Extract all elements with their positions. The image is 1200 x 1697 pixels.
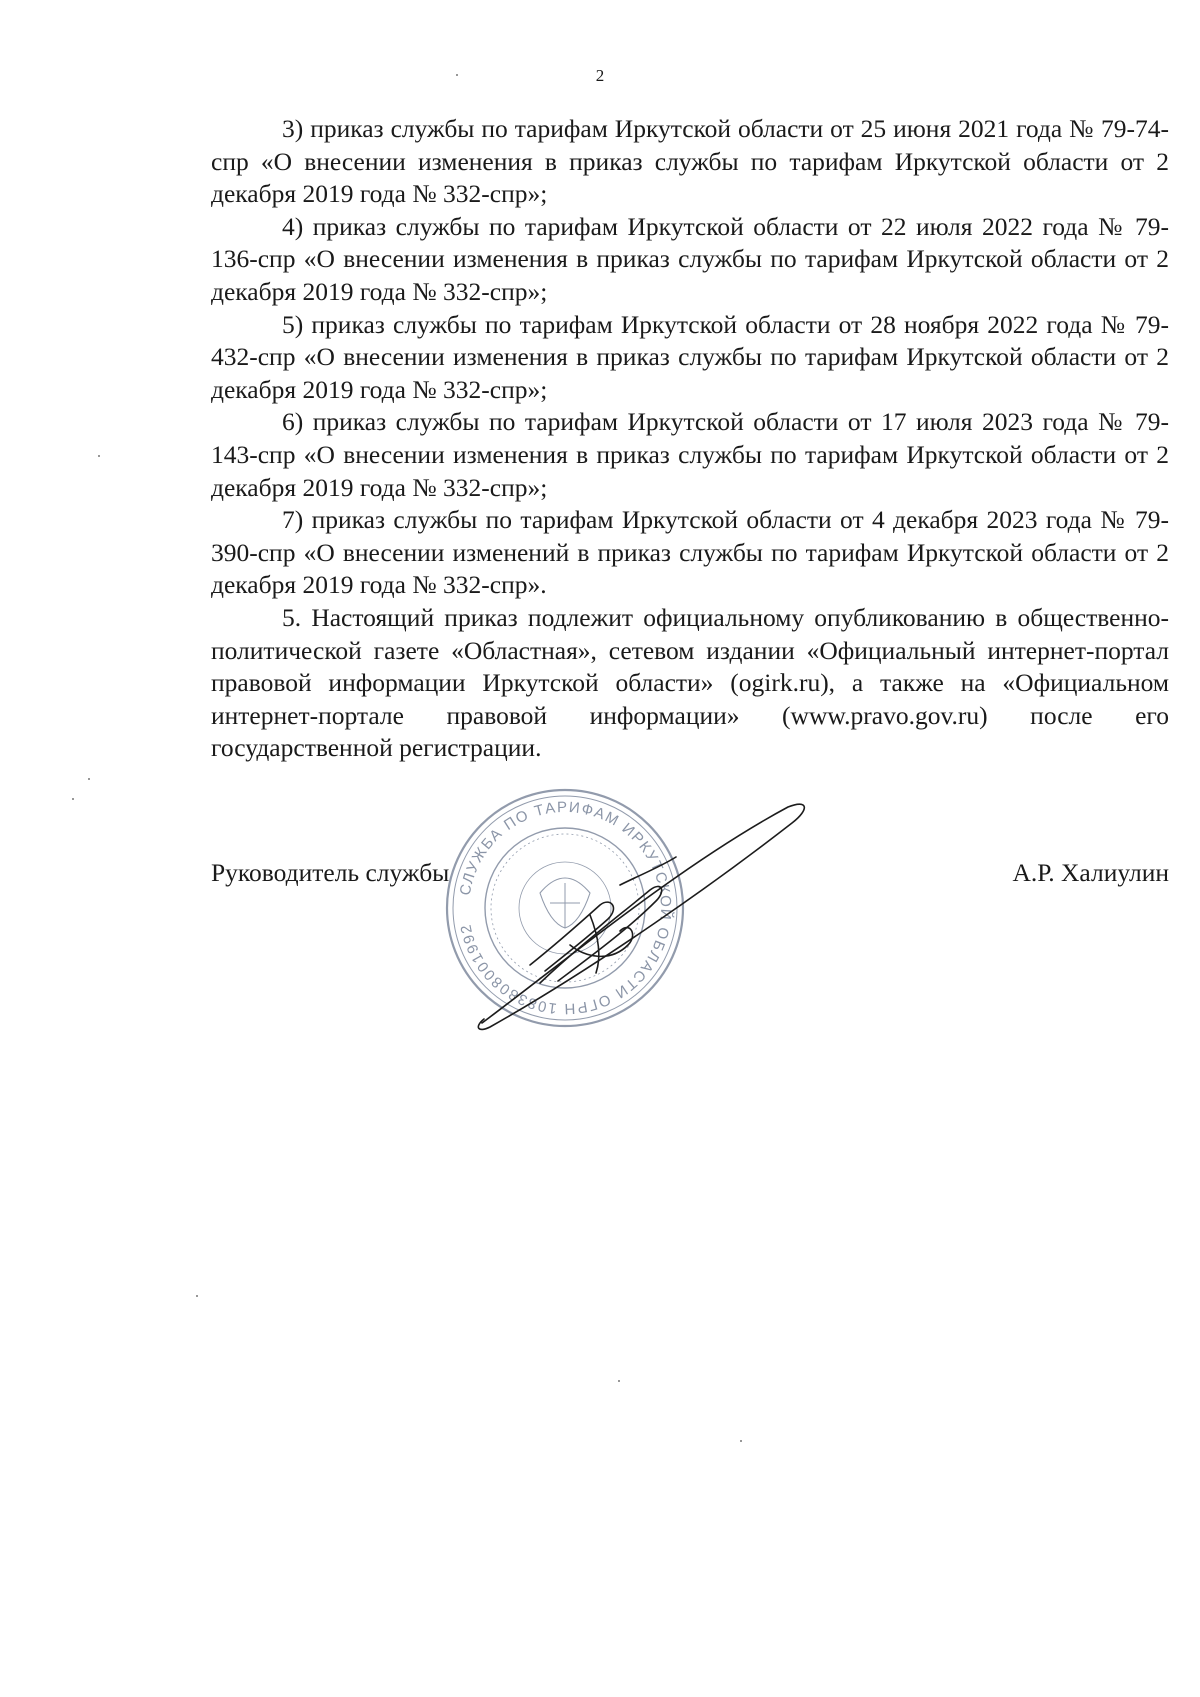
scan-speck: [740, 1440, 742, 1442]
signer-title: Руководитель службы: [211, 858, 450, 887]
scan-speck: [196, 1295, 198, 1297]
scan-speck: [456, 74, 458, 76]
paragraph-item-5: 5) приказ службы по тарифам Иркутской области от 28 ноября 2022 года № 79-432-спр «О внесении изменения в приказ службы по тарифам Иркутской области от 2 декабря 2019 года № 332-спр»;: [211, 309, 1169, 404]
paragraph-item-6: 6) приказ службы по тарифам Иркутской области от 17 июля 2023 года № 79-143-спр «О внесении изменения в приказ службы по тарифам Иркутской области от 2 декабря 2019 года № 332-спр»;: [211, 407, 1169, 502]
scan-speck: [98, 455, 100, 457]
seal-text: СЛУЖБА ПО ТАРИФАМ ИРКУТСКОЙ ОБЛАСТИ ОГРН 1083808001992: [456, 798, 675, 1018]
paragraph-item-3: 3) приказ службы по тарифам Иркутской области от 25 июня 2021 года № 79-74-спр «О внесении изменения в приказ службы по тарифам Иркутской области от 2 декабря 2019 года № 332-спр»;: [211, 114, 1169, 209]
scan-speck: [88, 778, 90, 780]
paragraph-item-4: 4) приказ службы по тарифам Иркутской области от 22 июля 2022 года № 79-136-спр «О внесении изменения в приказ службы по тарифам Иркутской области от 2 декабря 2019 года № 332-спр»;: [211, 211, 1169, 306]
signer-name: А.Р. Халиулин: [1012, 858, 1169, 887]
paragraph-clause-5: 5. Настоящий приказ подлежит официальному опубликованию в общественно-политической газете «Областная», сетевом издании «Официальный интернет-портал правовой информации Иркутской области» (ogirk.ru), а также на «Официальном интернет-портале правовой информации» (www.pravo.gov.ru) после его государственной регистрации.: [211, 602, 1169, 763]
scan-speck: [72, 798, 74, 800]
paragraph-item-7: 7) приказ службы по тарифам Иркутской области от 4 декабря 2023 года № 79-390-спр «О внесении изменений в приказ службы по тарифам Иркутской области от 2 декабря 2019 года № 332-спр».: [211, 505, 1169, 600]
page-number: 2: [595, 66, 605, 85]
document-body: [211, 113, 1169, 765]
scan-speck: [618, 1380, 620, 1382]
handwritten-signature-icon: [470, 795, 815, 1035]
